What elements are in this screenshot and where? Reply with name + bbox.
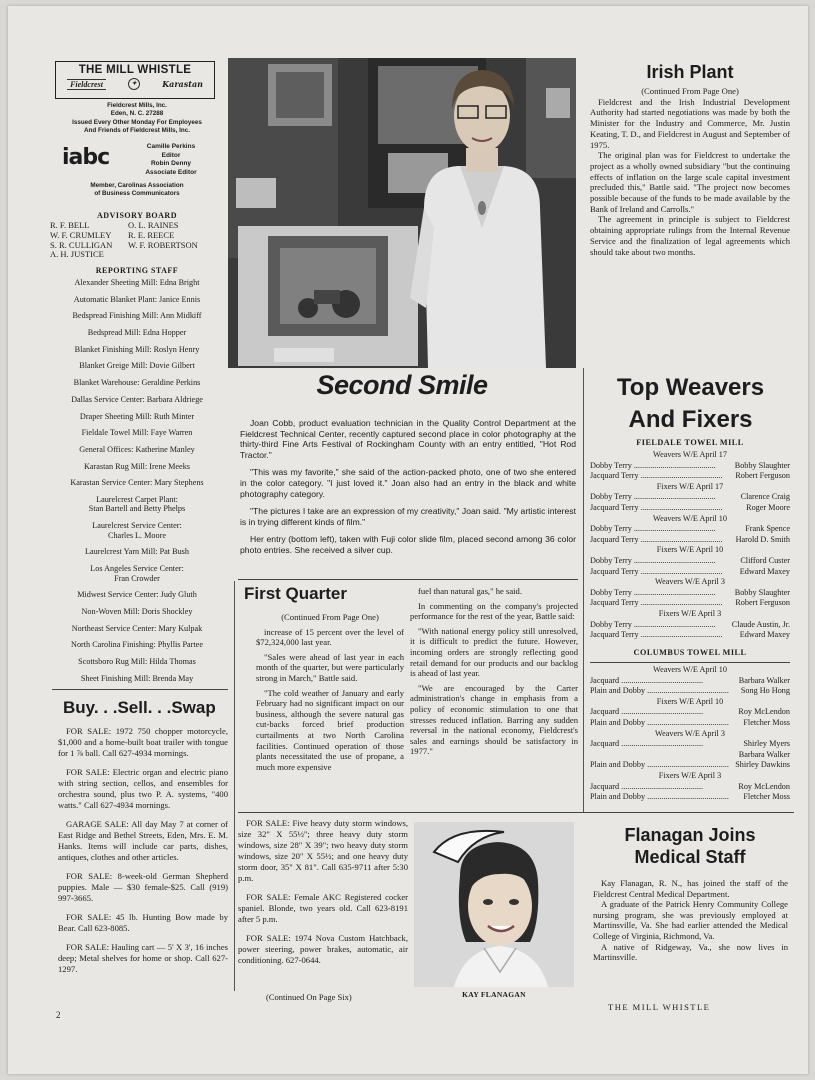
advisory-row xyxy=(50,250,228,260)
column-rule xyxy=(234,581,235,991)
top-weavers-headline xyxy=(588,372,793,436)
flanagan-headline xyxy=(590,824,790,868)
classified-ad: FOR SALE: 1974 Nova Custom Hatchback, power steering, power brakes, automatic, air conditioning. 627-0644. xyxy=(238,933,408,965)
period-heading: Fixers W/E April 3 xyxy=(658,608,722,618)
weaver-category: Plain and Dobby ........................................ xyxy=(590,686,729,696)
publisher-info xyxy=(48,102,226,136)
weaver-name: Fletcher Moss xyxy=(743,792,790,802)
member-line: of Business Communicators xyxy=(94,190,180,198)
advisory-member: R. F. BELL xyxy=(50,220,90,230)
photo-caption: KAY FLANAGAN xyxy=(462,990,526,999)
weaver-row xyxy=(590,461,790,472)
weaver-row xyxy=(590,630,790,641)
weaver-category: Dobby Terry ........................................ xyxy=(590,460,716,470)
karastan-logo: Karastan xyxy=(162,79,203,89)
weaver-row xyxy=(590,492,790,503)
weaver-category: Jacquard ........................................ xyxy=(590,781,704,791)
continued-from-note: (Continued From Page One) xyxy=(641,86,739,96)
classified-ad: FOR SALE: 45 lb. Hunting Bow made by Bear. Call 623-8085. xyxy=(58,912,228,933)
weaver-category: Jacquard ........................................ xyxy=(590,675,704,685)
advisory-member: W. F. ROBERTSON xyxy=(128,239,198,250)
staff-item: Los Angeles Service Center: Fran Crowder xyxy=(90,564,184,583)
masthead-box xyxy=(55,61,215,99)
flanagan-article xyxy=(593,878,788,963)
weaver-row xyxy=(590,567,790,578)
continued-on-note: (Continued On Page Six) xyxy=(266,992,352,1002)
staff-item: Blanket Finishing Mill: Roslyn Henry xyxy=(74,344,200,354)
advisory-member: O. L. RAINES xyxy=(128,220,179,230)
classified-ad: FOR SALE: Five heavy duty storm windows, size 32" X 55½"; three heavy duty storm windows, size 28" X 39"; two heavy duty storm windows, size 20" X 55½; and one heavy duty storm door, 35" X 81". Call 635-9711 after 5:30 p.m. xyxy=(238,818,408,883)
buy-sell-swap-title: Buy. . .Sell. . .Swap xyxy=(63,698,216,717)
staff-item: Laurelcrest Carpet Plant: Stan Bartell and Betty Phelps xyxy=(88,494,186,514)
weaver-name: Frank Spence xyxy=(745,524,790,534)
advisory-member: S. R. CULLIGAN xyxy=(50,239,113,250)
article-paragraph: "Sales were ahead of last year in each month of the quarter, but were particularly strong in March," Battle said. xyxy=(256,651,404,683)
weaver-row xyxy=(590,718,790,729)
weaver-category: Jacquard Terry ........................................ xyxy=(590,502,723,512)
weaver-category: Dobby Terry ........................................ xyxy=(590,524,716,534)
first-quarter-headline: First Quarter xyxy=(244,584,347,603)
headline-line: And Fixers xyxy=(628,406,753,433)
article-paragraph: "This was my favorite," she said of the action-packed photo, one of two she entered in the color category. "I just loved it." Joan also had an entry in the black and white photography category. xyxy=(240,467,576,499)
weaver-row xyxy=(590,588,790,599)
staff-item: Karastan Rug Mill: Irene Meeks xyxy=(84,461,190,471)
staff-item: Automatic Blanket Plant: Janice Ennis xyxy=(73,294,201,304)
reporting-staff-heading: REPORTING STAFF xyxy=(95,266,179,275)
weaver-name: Bobby Slaughter xyxy=(734,460,790,470)
classified-ads-middle xyxy=(238,818,408,974)
weaver-row xyxy=(590,471,790,482)
advisory-member: A. H. JUSTICE xyxy=(50,249,104,260)
weaver-category: Plain and Dobby ........................................ xyxy=(590,717,729,727)
weaver-category: Plain and Dobby ........................................ xyxy=(590,760,729,770)
classified-ads-left xyxy=(58,726,228,983)
weaver-row xyxy=(590,598,790,609)
editors-block xyxy=(126,143,216,177)
weaver-category: Dobby Terry ........................................ xyxy=(590,492,716,502)
staff-item: Blanket Warehouse: Geraldine Perkins xyxy=(73,378,201,388)
emblem-icon: ✦ xyxy=(128,78,140,90)
article-paragraph: A native of Ridgeway, Va., she now lives in Martinsville. xyxy=(593,941,788,963)
period-heading: Weavers W/E April 3 xyxy=(655,577,725,587)
period-heading: Weavers W/E April 17 xyxy=(653,450,727,459)
headline-line: Flanagan Joins xyxy=(624,825,756,845)
staff-item: North Carolina Finishing: Phyllis Partee xyxy=(71,640,203,650)
weaver-row xyxy=(590,620,790,631)
weaver-row xyxy=(590,524,790,535)
weaver-row xyxy=(590,750,790,761)
staff-item: General Offices: Katherine Manley xyxy=(79,444,195,454)
first-quarter-column-2 xyxy=(410,586,578,761)
weaver-category: Jacquard Terry ........................................ xyxy=(590,630,723,640)
weaver-name: Fletcher Moss xyxy=(743,717,790,727)
weaver-row xyxy=(590,739,790,750)
headline-line: Medical Staff xyxy=(634,847,746,867)
period-heading: Weavers W/E April 10 xyxy=(653,513,727,523)
weaver-category: Jacquard ........................................ xyxy=(590,707,704,717)
reporting-staff-list xyxy=(48,278,226,690)
article-paragraph: "The pictures I take are an expression of my creativity," Joan said. "My artistic interest is in trying different kinds of film." xyxy=(240,506,576,527)
staff-item: Karastan Service Center: Mary Stephens xyxy=(70,478,204,488)
weaver-row xyxy=(590,676,790,687)
period-heading: Fixers W/E April 10 xyxy=(656,696,724,706)
editor-title: Editor xyxy=(161,151,181,159)
first-quarter-column-1 xyxy=(256,612,404,776)
second-smile-headline: Second Smile xyxy=(316,370,488,400)
weaver-category xyxy=(590,750,739,761)
section-divider xyxy=(52,689,228,690)
issued-line: And Friends of Fieldcrest Mills, Inc. xyxy=(83,127,190,135)
period-heading: Fixers W/E April 10 xyxy=(656,545,724,555)
section-divider xyxy=(238,812,794,813)
classified-ad: FOR SALE: Female AKC Registered cocker spaniel. Blonde, two years old. Call 623-8191 after 5 p.m. xyxy=(238,892,408,924)
period-heading: Weavers W/E April 3 xyxy=(655,728,725,738)
newspaper-page xyxy=(8,6,808,1074)
second-smile-article xyxy=(240,418,576,563)
page-number: 2 xyxy=(56,1010,61,1020)
headline-line: Top Weavers xyxy=(616,374,765,401)
newsletter-signature: THE MILL WHISTLE xyxy=(608,1002,711,1012)
article-paragraph: "We are encouraged by the Carter administration's change in emphasis from a policy of economic stimulation to one that stresses reduced inflation. Barring any sudden reversal in the national economy, Fieldcrest's sales and earnings should be satisfactory in 1977." xyxy=(410,682,578,757)
weaver-name: Clifford Custer xyxy=(740,555,790,565)
associate-editor-title: Associate Editor xyxy=(145,168,197,176)
staff-item: Midwest Service Center: Judy Gluth xyxy=(77,590,197,600)
weaver-name: Barbara Walker xyxy=(738,675,790,685)
staff-item: Bedspread Mill: Edna Hopper xyxy=(87,328,187,338)
fieldale-weavers-list xyxy=(590,450,790,641)
advisory-board-heading: ADVISORY BOARD xyxy=(97,211,177,220)
advisory-member: R. E. REECE xyxy=(128,229,175,240)
weaver-name: Edward Maxey xyxy=(739,630,790,640)
advisory-board-list xyxy=(50,221,228,260)
irish-plant-headline: Irish Plant xyxy=(646,62,734,82)
weaver-name: Robert Ferguson xyxy=(735,598,790,608)
article-paragraph: fuel than natural gas," he said. xyxy=(418,586,522,596)
masthead-title: THE MILL WHISTLE xyxy=(78,64,192,76)
staff-item: Non-Woven Mill: Doris Shockley xyxy=(81,606,193,616)
article-paragraph: "The cold weather of January and early February had no significant impact on our business, although the severe natural gas cut-backs forced brief production curtailments at two North Carolina facilities. Continued operation of those plants necessitated the use of propane, a much more expensive xyxy=(256,687,404,772)
weaver-category: Jacquard Terry ........................................ xyxy=(590,566,723,576)
weaver-category: Plain and Dobby ........................................ xyxy=(590,792,729,802)
issued-line: Issued Every Other Monday For Employees xyxy=(72,118,202,126)
period-heading: Fixers W/E April 17 xyxy=(656,481,724,491)
staff-item: Alexander Sheeting Mill: Edna Bright xyxy=(74,278,200,287)
weaver-category: Dobby Terry ........................................ xyxy=(590,555,716,565)
weaver-category: Jacquard Terry ........................................ xyxy=(590,598,723,608)
weaver-name: Song Ho Hong xyxy=(740,686,790,696)
weaver-category: Jacquard Terry ........................................ xyxy=(590,534,723,544)
weaver-row xyxy=(590,535,790,546)
iabc-logo: iabc xyxy=(62,145,110,170)
weaver-name: Clarence Craig xyxy=(740,492,790,502)
weaver-category: Jacquard ........................................ xyxy=(590,739,704,749)
weaver-row xyxy=(590,686,790,697)
staff-item: Fieldale Towel Mill: Faye Warren xyxy=(81,428,193,438)
weaver-name: Shirley Myers xyxy=(743,739,790,749)
advisory-member: W. F. CRUMLEY xyxy=(50,229,112,240)
article-paragraph: Joan Cobb, product evaluation technician in the Quality Control Department at the Fieldcrest Technical Center, recently captured second place in color photography at the thirty-third Fine Arts Festival of Rockingham County with an entry entitled, "Hot Rod Tractor." xyxy=(240,418,576,460)
classified-ad: FOR SALE: Hauling cart — 5' X 3', 16 inches deep; Metal shelves for home or shop. Call 627-1297. xyxy=(58,942,228,974)
staff-item: Sheet Finishing Mill: Brenda May xyxy=(80,673,194,683)
classified-ad: FOR SALE: 1972 750 chopper motorcycle, $1,000 and a home-built boat trailer with tongue for 1 ⅞ ball. Call 627-4934 mornings. xyxy=(58,726,228,758)
column-rule xyxy=(583,368,584,813)
article-paragraph: Fieldcrest and the Irish Industrial Development Authority had started negotiations was made by both the Minister for the Industry and Commerce, Mr. Justin Keating, T. D., and Fieldcrest in August and September of 1975. xyxy=(590,96,790,150)
classified-ad: FOR SALE: Electric organ and electric piano with string section, cellos, and ensembles for orchestra sound, plus two P. A. systems, "400 watts." Call 627-4934 mornings. xyxy=(58,767,228,810)
weaver-row xyxy=(590,707,790,718)
weaver-name: Roy McLendon xyxy=(738,707,790,717)
staff-item: Northeast Service Center: Mary Kulpak xyxy=(71,623,203,633)
section-divider xyxy=(590,662,790,663)
staff-item: Laurelcrest Yarn Mill: Pat Bush xyxy=(85,547,189,557)
article-paragraph: The original plan was for Fieldcrest to undertake the project as a wholly owned subsidiary "but the continuing effects of inflation on the large scale capital investment precluded this," Battle said. "The project now becomes possible because of the funds to be made available by the Bank of Ireland and Carrolls." xyxy=(590,150,790,214)
weaver-row xyxy=(590,503,790,514)
classified-ad: FOR SALE: 8-week-old German Shepherd puppies. Male — $30 female-$25. Call (919) 997-3665. xyxy=(58,871,228,903)
columbus-mill-heading: COLUMBUS TOWEL MILL xyxy=(633,648,747,657)
weaver-name: Edward Maxey xyxy=(739,566,790,576)
article-paragraph: A graduate of the Patrick Henry Community College nursing program, she was previously employed at Martinsville, Va. She had earlier attended the Medical College of Virginia, Richmond, Va. xyxy=(593,899,788,941)
kay-flanagan-photo xyxy=(414,822,574,987)
staff-item: Laurelcrest Service Center: Charles L. Moore xyxy=(92,521,182,540)
article-paragraph: Her entry (bottom left), taken with Fuji color slide film, placed second among 36 color photo entries. She received a silver cup. xyxy=(240,534,576,555)
fieldcrest-logo: Fieldcrest xyxy=(67,79,106,90)
masthead-logos xyxy=(56,78,214,90)
section-divider xyxy=(238,579,578,580)
weaver-category: Dobby Terry ........................................ xyxy=(590,619,716,629)
address-line: Eden, N. C. 27288 xyxy=(110,110,164,118)
staff-item: Dallas Service Center: Barbara Aldriege xyxy=(71,394,203,404)
associate-editor-name: Robin Denny xyxy=(150,160,192,167)
weaver-row xyxy=(590,760,790,771)
weaver-row xyxy=(590,782,790,793)
address-line: Fieldcrest Mills, Inc. xyxy=(107,102,167,109)
weaver-name: Roy McLendon xyxy=(738,781,790,791)
article-paragraph: Kay Flanagan, R. N., has joined the staff of the Fieldcrest Central Medical Department. xyxy=(593,878,788,899)
member-info xyxy=(48,182,226,199)
weaver-name: Harold D. Smith xyxy=(735,534,790,544)
fieldale-mill-heading: FIELDALE TOWEL MILL xyxy=(636,438,744,447)
weaver-category: Dobby Terry ........................................ xyxy=(590,587,716,597)
weaver-name: Bobby Slaughter xyxy=(734,587,790,597)
weaver-name: Barbara Walker xyxy=(738,749,790,759)
editor-name: Camille Perkins xyxy=(146,143,196,150)
article-paragraph: "With national energy policy still unresolved, it is difficult to predict the future. However, incoming orders are strongly reflecting good retail demand for our products and our backlog is ahead of last year. xyxy=(410,625,578,679)
staff-item: Bedspread Finishing Mill: Ann Midkiff xyxy=(72,311,202,321)
continued-from-note: (Continued From Page One) xyxy=(281,612,379,622)
staff-item: Draper Sheeting Mill: Ruth Minter xyxy=(79,411,195,421)
joan-cobb-photo xyxy=(228,58,576,368)
weaver-category: Jacquard Terry ........................................ xyxy=(590,471,723,481)
weaver-name: Claude Austin, Jr. xyxy=(731,619,790,629)
period-heading: Weavers W/E April 10 xyxy=(653,665,727,674)
irish-plant-article xyxy=(590,86,790,257)
article-paragraph: The agreement in principle is subject to Fieldcrest obtaining appropriate rulings from the Internal Revenue Service and the finalization of legal agreements which should take about two months. xyxy=(590,214,790,257)
period-heading: Fixers W/E April 3 xyxy=(658,770,722,780)
staff-item: Scottsboro Rug Mill: Hilda Thomas xyxy=(78,656,196,666)
weaver-name: Robert Ferguson xyxy=(735,471,790,481)
article-paragraph: In commenting on the company's projected performance for the rest of the year, Battle said: xyxy=(410,600,578,622)
weaver-row xyxy=(590,792,790,803)
classified-ad: GARAGE SALE: All day May 7 at corner of East Ridge and Bethel Streets, Eden, Mrs. E. M. Hanks. Items will include car parts, dishes, antiques, clothes and other articles. xyxy=(58,819,228,862)
member-line: Member, Carolinas Association xyxy=(90,182,184,189)
weaver-name: Shirley Dawkins xyxy=(735,760,790,770)
article-paragraph: increase of 15 percent over the level of $72,324,000 last year. xyxy=(256,626,404,648)
weaver-name: Roger Moore xyxy=(746,502,790,512)
columbus-weavers-list xyxy=(590,665,790,803)
weaver-row xyxy=(590,556,790,567)
staff-item: Blanket Greige Mill: Dovie Gilbert xyxy=(79,361,195,371)
